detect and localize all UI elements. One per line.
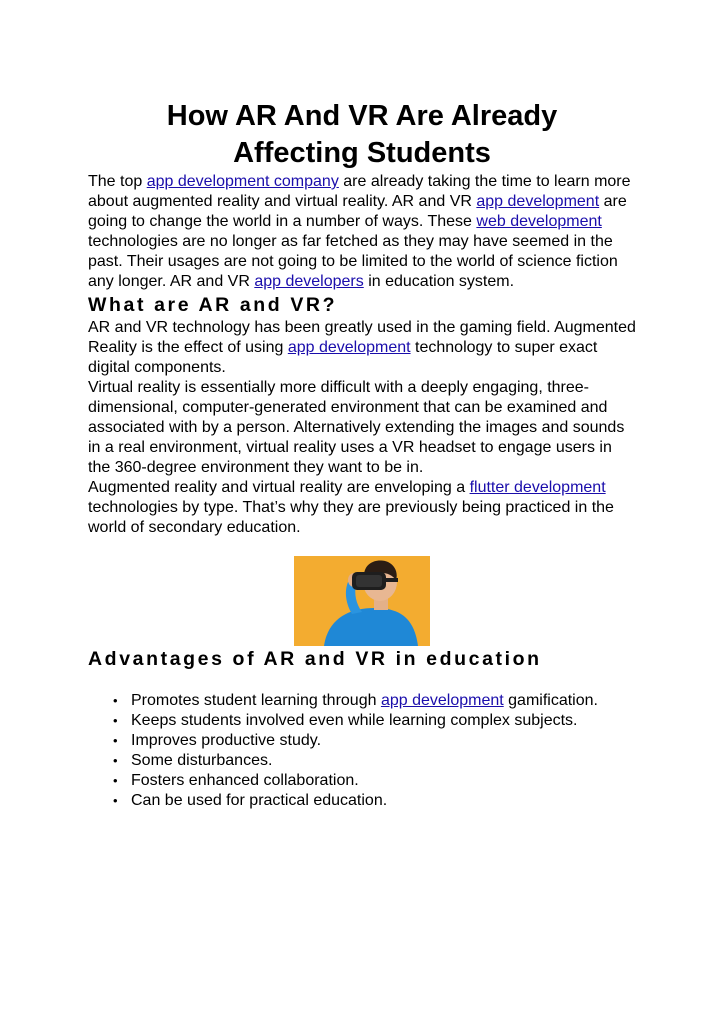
- page-title: [88, 98, 636, 172]
- bullet-icon: •: [113, 753, 118, 768]
- list-item: [88, 791, 636, 811]
- heading-advantages: Advantages of AR and VR in education: [88, 648, 542, 670]
- link-app-development-company[interactable]: app development company: [146, 173, 339, 190]
- figure-container: [88, 556, 636, 646]
- vr-headset-strap: [384, 578, 398, 582]
- link-app-development[interactable]: app development: [476, 193, 600, 210]
- aug-text-1: Augmented reality and virtual reality are enveloping a: [88, 479, 470, 496]
- title-line-1: How AR And VR Are Already: [166, 100, 558, 132]
- ar-text-1: AR and VR technology has been greatly used in the gaming field. Augmented Reality is the effect of using: [88, 319, 636, 356]
- list-item-text: Improves productive study.: [131, 732, 322, 749]
- paragraph-virtual-reality: Virtual reality is essentially more difficult with a deeply engaging, three-dimensional, computer-generated environment that can be examined and associated with by a person. Alternatively extending the images and sounds in a real environment, virtual reality uses a VR headset to engage users in the 360-degree environment they want to be in.: [88, 379, 625, 476]
- vr-headset-face: [356, 575, 382, 587]
- link-flutter-development[interactable]: flutter development: [469, 479, 606, 496]
- list-item-text-end: gamification.: [503, 692, 598, 709]
- document-content: [88, 98, 636, 811]
- advantages-list: [88, 691, 636, 811]
- bullet-icon: •: [113, 773, 118, 788]
- aug-text-2: technologies by type. That’s why they are previously being practiced in the world of secondary education.: [88, 499, 614, 536]
- intro-text-4: technologies are no longer as far fetched as they may have seemed in the past. Their usages are not going to be limited to the world of science fiction any longer. AR and VR: [88, 233, 618, 290]
- list-item-text: Promotes student learning through: [131, 692, 381, 709]
- intro-paragraph: [88, 172, 636, 292]
- link-app-developers[interactable]: app developers: [254, 273, 364, 290]
- bullet-icon: •: [113, 693, 118, 708]
- list-item-text: Fosters enhanced collaboration.: [131, 772, 359, 789]
- link-app-development-2[interactable]: app development: [287, 339, 411, 356]
- list-item-text: Keeps students involved even while learning complex subjects.: [131, 712, 578, 729]
- bullet-icon: •: [113, 733, 118, 748]
- ar-text-2: technology to super exact digital components.: [88, 339, 598, 376]
- intro-text-5: in education system.: [363, 273, 515, 290]
- bullet-icon: •: [113, 793, 118, 808]
- intro-text-3: are going to change the world in a number of ways. These: [88, 193, 627, 230]
- intro-text-1: The top: [88, 173, 147, 190]
- list-item-text: Some disturbances.: [131, 752, 273, 769]
- title-line-2: Affecting Students: [233, 137, 491, 169]
- list-item: [88, 691, 636, 711]
- paragraph-ar-vr-technology: [88, 318, 636, 378]
- list-item: [88, 771, 636, 791]
- bullet-icon: •: [113, 713, 118, 728]
- list-item: [88, 731, 636, 751]
- intro-text-2: are already taking the time to learn more about augmented reality and virtual reality. AR and VR: [88, 173, 631, 210]
- link-web-development[interactable]: web development: [476, 213, 602, 230]
- paragraph-augmented-reality: [88, 478, 636, 538]
- heading-what-are-ar-vr: What are AR and VR?: [88, 294, 338, 316]
- list-item: [88, 751, 636, 771]
- list-item-text: Can be used for practical education.: [131, 792, 388, 809]
- list-item: [88, 711, 636, 731]
- link-app-development-3[interactable]: app development: [380, 692, 504, 709]
- vr-headset-student-image: [294, 556, 430, 646]
